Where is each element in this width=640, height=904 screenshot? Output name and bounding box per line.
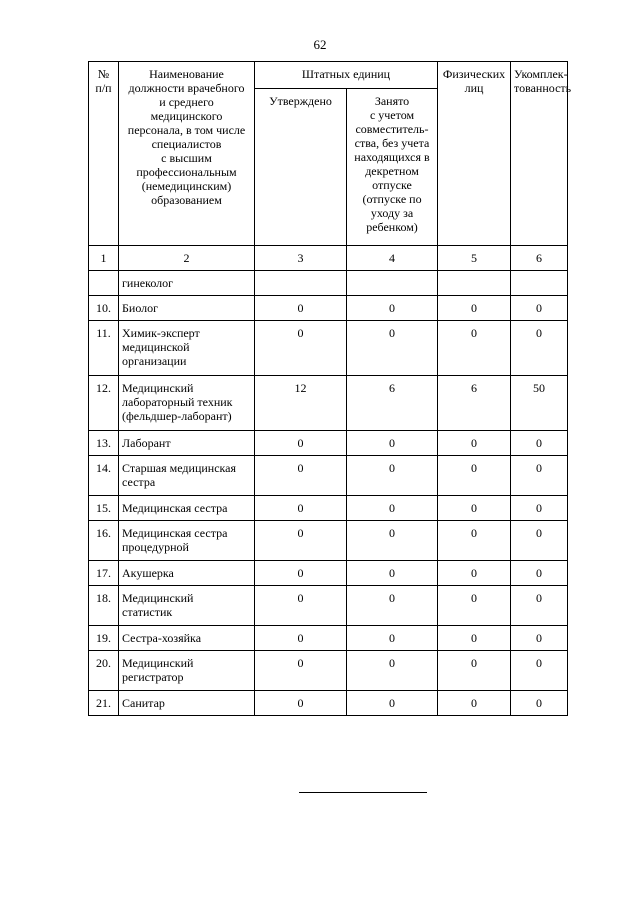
row-num: 21. — [89, 691, 119, 716]
column-number: 6 — [511, 246, 568, 271]
row-staffing: 0 — [511, 456, 568, 496]
row-num: 15. — [89, 496, 119, 521]
row-approved — [255, 271, 347, 296]
row-name: Сестра-хозяйка — [119, 626, 255, 651]
row-num: 20. — [89, 651, 119, 691]
row-individuals: 0 — [438, 321, 511, 376]
row-occupied: 0 — [347, 321, 438, 376]
header-approved-text: Утверждено — [269, 94, 332, 108]
row-occupied: 0 — [347, 561, 438, 586]
column-number: 2 — [119, 246, 255, 271]
table-row — [89, 376, 568, 431]
row-individuals: 0 — [438, 496, 511, 521]
row-staffing: 0 — [511, 651, 568, 691]
row-individuals: 0 — [438, 586, 511, 626]
header-individuals-text: Физических лиц — [442, 67, 506, 95]
row-staffing: 0 — [511, 496, 568, 521]
row-num: 10. — [89, 296, 119, 321]
table-row — [89, 431, 568, 456]
table-row — [89, 456, 568, 496]
row-occupied: 0 — [347, 456, 438, 496]
row-individuals: 6 — [438, 376, 511, 431]
header-occupied-text: Занято с учетом совместитель- ства, без учета находящихся в декретном отпуске (отпуске по уходу за ребенком) — [354, 94, 430, 234]
row-approved: 0 — [255, 496, 347, 521]
row-occupied: 0 — [347, 296, 438, 321]
row-approved: 12 — [255, 376, 347, 431]
table-row — [89, 271, 568, 296]
row-name: Химик-эксперт медицинской организации — [119, 321, 255, 376]
column-number: 1 — [89, 246, 119, 271]
row-staffing: 0 — [511, 521, 568, 561]
row-approved: 0 — [255, 691, 347, 716]
row-approved: 0 — [255, 626, 347, 651]
row-approved: 0 — [255, 651, 347, 691]
table-row — [89, 561, 568, 586]
row-occupied: 0 — [347, 496, 438, 521]
row-occupied: 0 — [347, 651, 438, 691]
row-name: Медицинская сестра — [119, 496, 255, 521]
column-numbers-row — [89, 246, 568, 271]
row-occupied — [347, 271, 438, 296]
row-name: Медицинский лабораторный техник (фельдшер-лаборант) — [119, 376, 255, 431]
row-occupied: 0 — [347, 691, 438, 716]
row-approved: 0 — [255, 521, 347, 561]
row-occupied: 0 — [347, 521, 438, 561]
header-num — [89, 62, 119, 246]
row-num: 14. — [89, 456, 119, 496]
header-num-text: № п/п — [95, 67, 112, 95]
column-number: 5 — [438, 246, 511, 271]
row-num — [89, 271, 119, 296]
table-row — [89, 586, 568, 626]
row-staffing: 0 — [511, 431, 568, 456]
row-occupied: 0 — [347, 626, 438, 651]
header-individuals — [438, 62, 511, 246]
page-number: 62 — [313, 37, 327, 52]
row-occupied: 0 — [347, 586, 438, 626]
row-staffing: 0 — [511, 626, 568, 651]
row-num: 12. — [89, 376, 119, 431]
table-row — [89, 296, 568, 321]
row-name: гинеколог — [119, 271, 255, 296]
row-individuals: 0 — [438, 456, 511, 496]
row-occupied: 6 — [347, 376, 438, 431]
row-staffing: 50 — [511, 376, 568, 431]
row-individuals: 0 — [438, 431, 511, 456]
row-individuals: 0 — [438, 521, 511, 561]
row-num: 17. — [89, 561, 119, 586]
staffing-table — [88, 61, 572, 716]
header-staff-units — [255, 62, 438, 89]
row-name: Медицинский регистратор — [119, 651, 255, 691]
row-name: Медицинский статистик — [119, 586, 255, 626]
row-name: Медицинская сестра процедурной — [119, 521, 255, 561]
header-position-name-text: Наименование должности врачебного и среднего медицинского персонала, в том числе специалистов с высшим профессиональным (немедицинским) образованием — [127, 67, 246, 207]
row-num: 19. — [89, 626, 119, 651]
row-name: Акушерка — [119, 561, 255, 586]
row-name: Санитар — [119, 691, 255, 716]
header-staffing — [511, 62, 572, 246]
row-staffing — [511, 271, 568, 296]
row-name: Старшая медицинская сестра — [119, 456, 255, 496]
row-approved: 0 — [255, 561, 347, 586]
row-num: 11. — [89, 321, 119, 376]
row-staffing: 0 — [511, 296, 568, 321]
header-approved — [255, 89, 347, 246]
header-staffing-text: Укомплек- тованность — [514, 67, 572, 95]
row-individuals: 0 — [438, 561, 511, 586]
row-individuals: 0 — [438, 651, 511, 691]
row-individuals — [438, 271, 511, 296]
footer-separator-line — [299, 792, 427, 793]
row-staffing: 0 — [511, 586, 568, 626]
column-number: 4 — [347, 246, 438, 271]
header-staff-units-text: Штатных единиц — [301, 67, 391, 81]
row-num: 16. — [89, 521, 119, 561]
row-approved: 0 — [255, 456, 347, 496]
table-row — [89, 496, 568, 521]
table-row — [89, 651, 568, 691]
row-staffing: 0 — [511, 321, 568, 376]
row-staffing: 0 — [511, 561, 568, 586]
row-approved: 0 — [255, 586, 347, 626]
row-name: Биолог — [119, 296, 255, 321]
row-staffing: 0 — [511, 691, 568, 716]
table-row — [89, 691, 568, 716]
header-occupied — [347, 89, 438, 246]
row-approved: 0 — [255, 296, 347, 321]
row-name: Лаборант — [119, 431, 255, 456]
row-approved: 0 — [255, 321, 347, 376]
table-row — [89, 626, 568, 651]
table-row — [89, 521, 568, 561]
header-row-1 — [89, 62, 568, 89]
table-row — [89, 321, 568, 376]
row-individuals: 0 — [438, 296, 511, 321]
row-num: 18. — [89, 586, 119, 626]
column-number: 3 — [255, 246, 347, 271]
row-num: 13. — [89, 431, 119, 456]
row-individuals: 0 — [438, 626, 511, 651]
row-occupied: 0 — [347, 431, 438, 456]
header-position-name — [119, 62, 255, 246]
row-individuals: 0 — [438, 691, 511, 716]
row-approved: 0 — [255, 431, 347, 456]
